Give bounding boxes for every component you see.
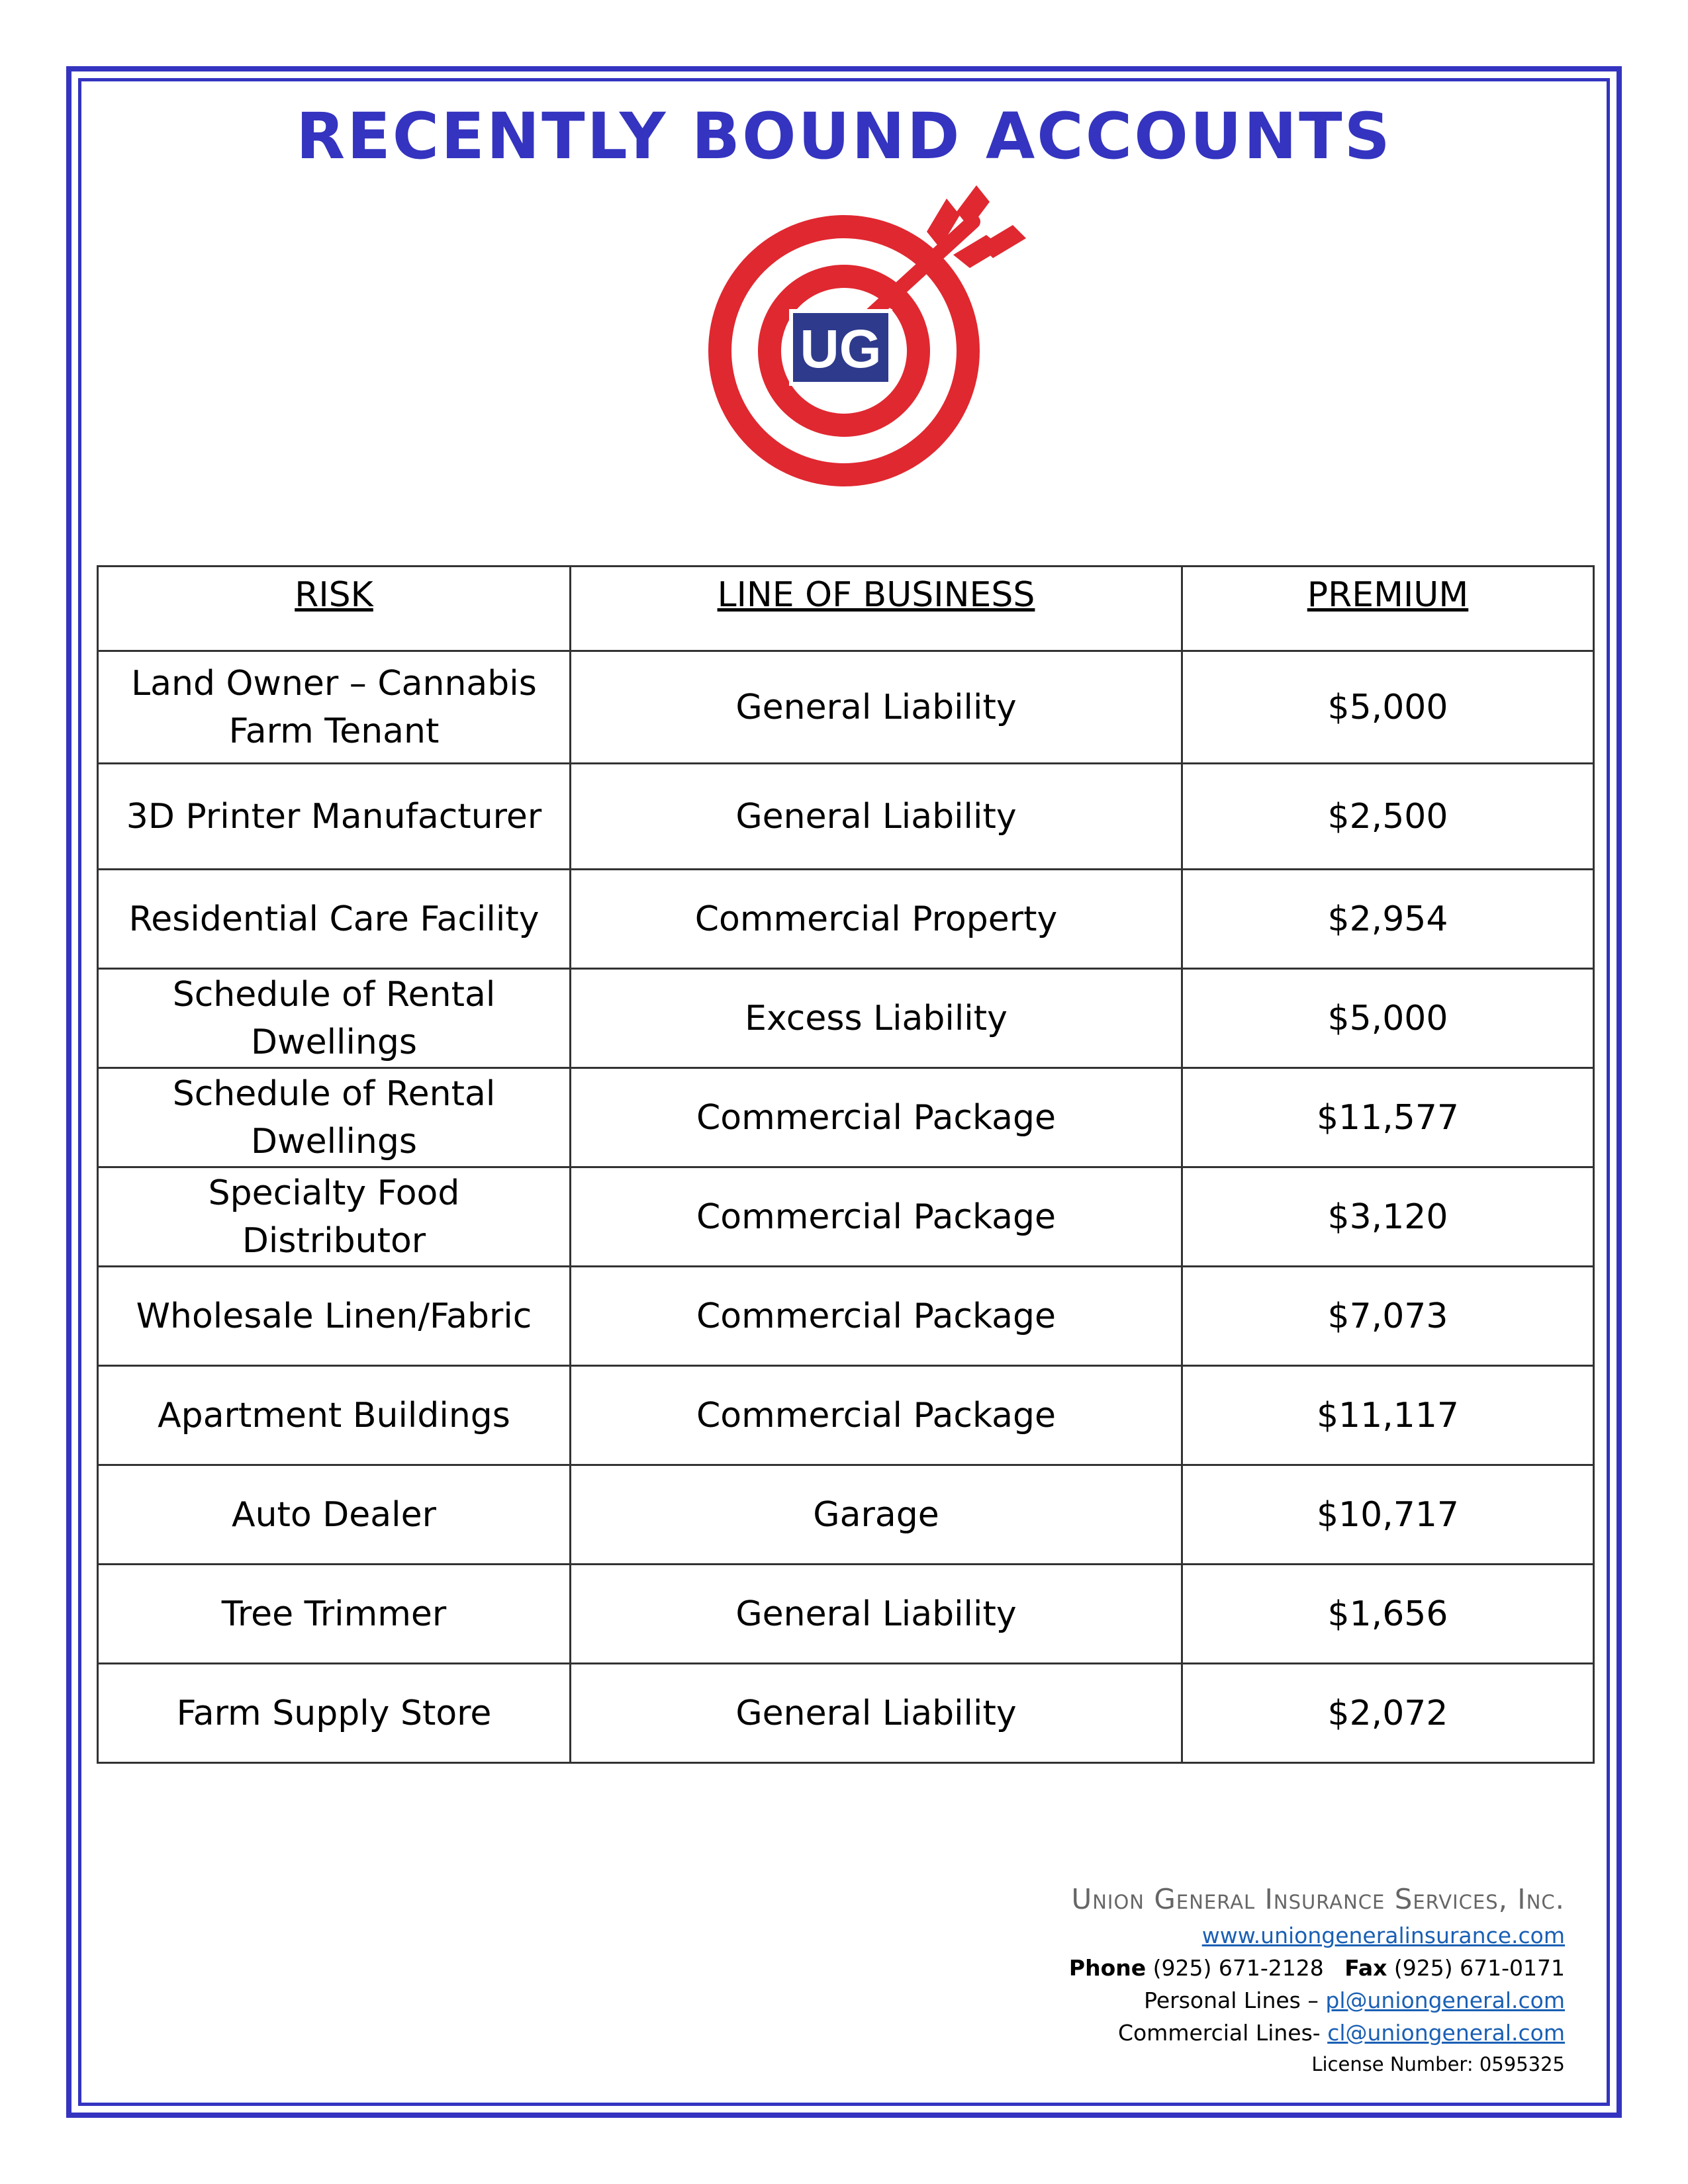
company-footer <box>1069 1880 1565 2079</box>
cell-premium: $11,117 <box>1182 1366 1594 1465</box>
cell-premium: $5,000 <box>1182 969 1594 1068</box>
cell-line-of-business: General Liability <box>571 1565 1182 1664</box>
commercial-lines-email-link[interactable]: cl@uniongeneral.com <box>1327 2020 1565 2046</box>
table-row <box>98 870 1594 969</box>
table-row <box>98 1465 1594 1565</box>
cell-line-of-business: Excess Liability <box>571 969 1182 1068</box>
page-title: RECENTLY BOUND ACCOUNTS <box>296 99 1392 173</box>
cell-line-of-business: Commercial Property <box>571 870 1182 969</box>
table-row <box>98 1167 1594 1267</box>
table-row <box>98 651 1594 764</box>
cell-risk: Specialty Food Distributor <box>98 1167 571 1267</box>
phone-number: (925) 671-2128 <box>1152 1955 1324 1981</box>
commercial-lines-line <box>1069 2017 1565 2049</box>
cell-premium: $11,577 <box>1182 1068 1594 1167</box>
table-row <box>98 1068 1594 1167</box>
cell-risk: Schedule of Rental Dwellings <box>98 969 571 1068</box>
fax-label: Fax <box>1344 1955 1387 1981</box>
cell-premium: $5,000 <box>1182 651 1594 764</box>
personal-lines-line <box>1069 1984 1565 2017</box>
table-row <box>98 1664 1594 1763</box>
personal-lines-email-link[interactable]: pl@uniongeneral.com <box>1325 1987 1565 2013</box>
cell-risk: Tree Trimmer <box>98 1565 571 1664</box>
table-header-row <box>98 567 1594 651</box>
cell-risk: Wholesale Linen/Fabric <box>98 1267 571 1366</box>
cell-risk: Farm Supply Store <box>98 1664 571 1763</box>
cell-premium: $3,120 <box>1182 1167 1594 1267</box>
cell-risk: Residential Care Facility <box>98 870 571 969</box>
license-number: License Number: 0595325 <box>1311 2053 1565 2075</box>
website-link[interactable]: www.uniongeneralinsurance.com <box>1201 1923 1565 1948</box>
ug-badge-letters: UG <box>800 319 882 379</box>
cell-line-of-business: Commercial Package <box>571 1068 1182 1167</box>
cell-risk: Auto Dealer <box>98 1465 571 1565</box>
cell-risk: 3D Printer Manufacturer <box>98 764 571 870</box>
phone-label: Phone <box>1068 1955 1147 1981</box>
cell-risk: Schedule of Rental Dwellings <box>98 1068 571 1167</box>
phone-fax-line <box>1069 1952 1565 1984</box>
cell-premium: $10,717 <box>1182 1465 1594 1565</box>
cell-risk: Land Owner – Cannabis Farm Tenant <box>98 651 571 764</box>
cell-line-of-business: Commercial Package <box>571 1366 1182 1465</box>
cell-line-of-business: Commercial Package <box>571 1267 1182 1366</box>
cell-premium: $7,073 <box>1182 1267 1594 1366</box>
company-name: Union General Insurance Services, Inc. <box>1071 1883 1565 1915</box>
header-risk: RISK <box>98 567 571 651</box>
table-row <box>98 764 1594 870</box>
table-row <box>98 1366 1594 1465</box>
table-row <box>98 1565 1594 1664</box>
cell-premium: $2,954 <box>1182 870 1594 969</box>
header-premium: PREMIUM <box>1182 567 1594 651</box>
fax-number: (925) 671-0171 <box>1393 1955 1565 1981</box>
accounts-table <box>97 565 1595 1764</box>
cell-premium: $2,072 <box>1182 1664 1594 1763</box>
cell-line-of-business: General Liability <box>571 764 1182 870</box>
table-row <box>98 969 1594 1068</box>
cell-line-of-business: Garage <box>571 1465 1182 1565</box>
header-line-of-business: LINE OF BUSINESS <box>571 567 1182 651</box>
cell-premium: $1,656 <box>1182 1565 1594 1664</box>
cell-line-of-business: General Liability <box>571 1664 1182 1763</box>
cell-premium: $2,500 <box>1182 764 1594 870</box>
cell-line-of-business: Commercial Package <box>571 1167 1182 1267</box>
cell-risk: Apartment Buildings <box>98 1366 571 1465</box>
target-logo <box>695 185 1039 516</box>
cell-line-of-business: General Liability <box>571 651 1182 764</box>
table-row <box>98 1267 1594 1366</box>
commercial-lines-label: Commercial Lines- <box>1117 2020 1321 2046</box>
personal-lines-label: Personal Lines – <box>1144 1987 1319 2013</box>
